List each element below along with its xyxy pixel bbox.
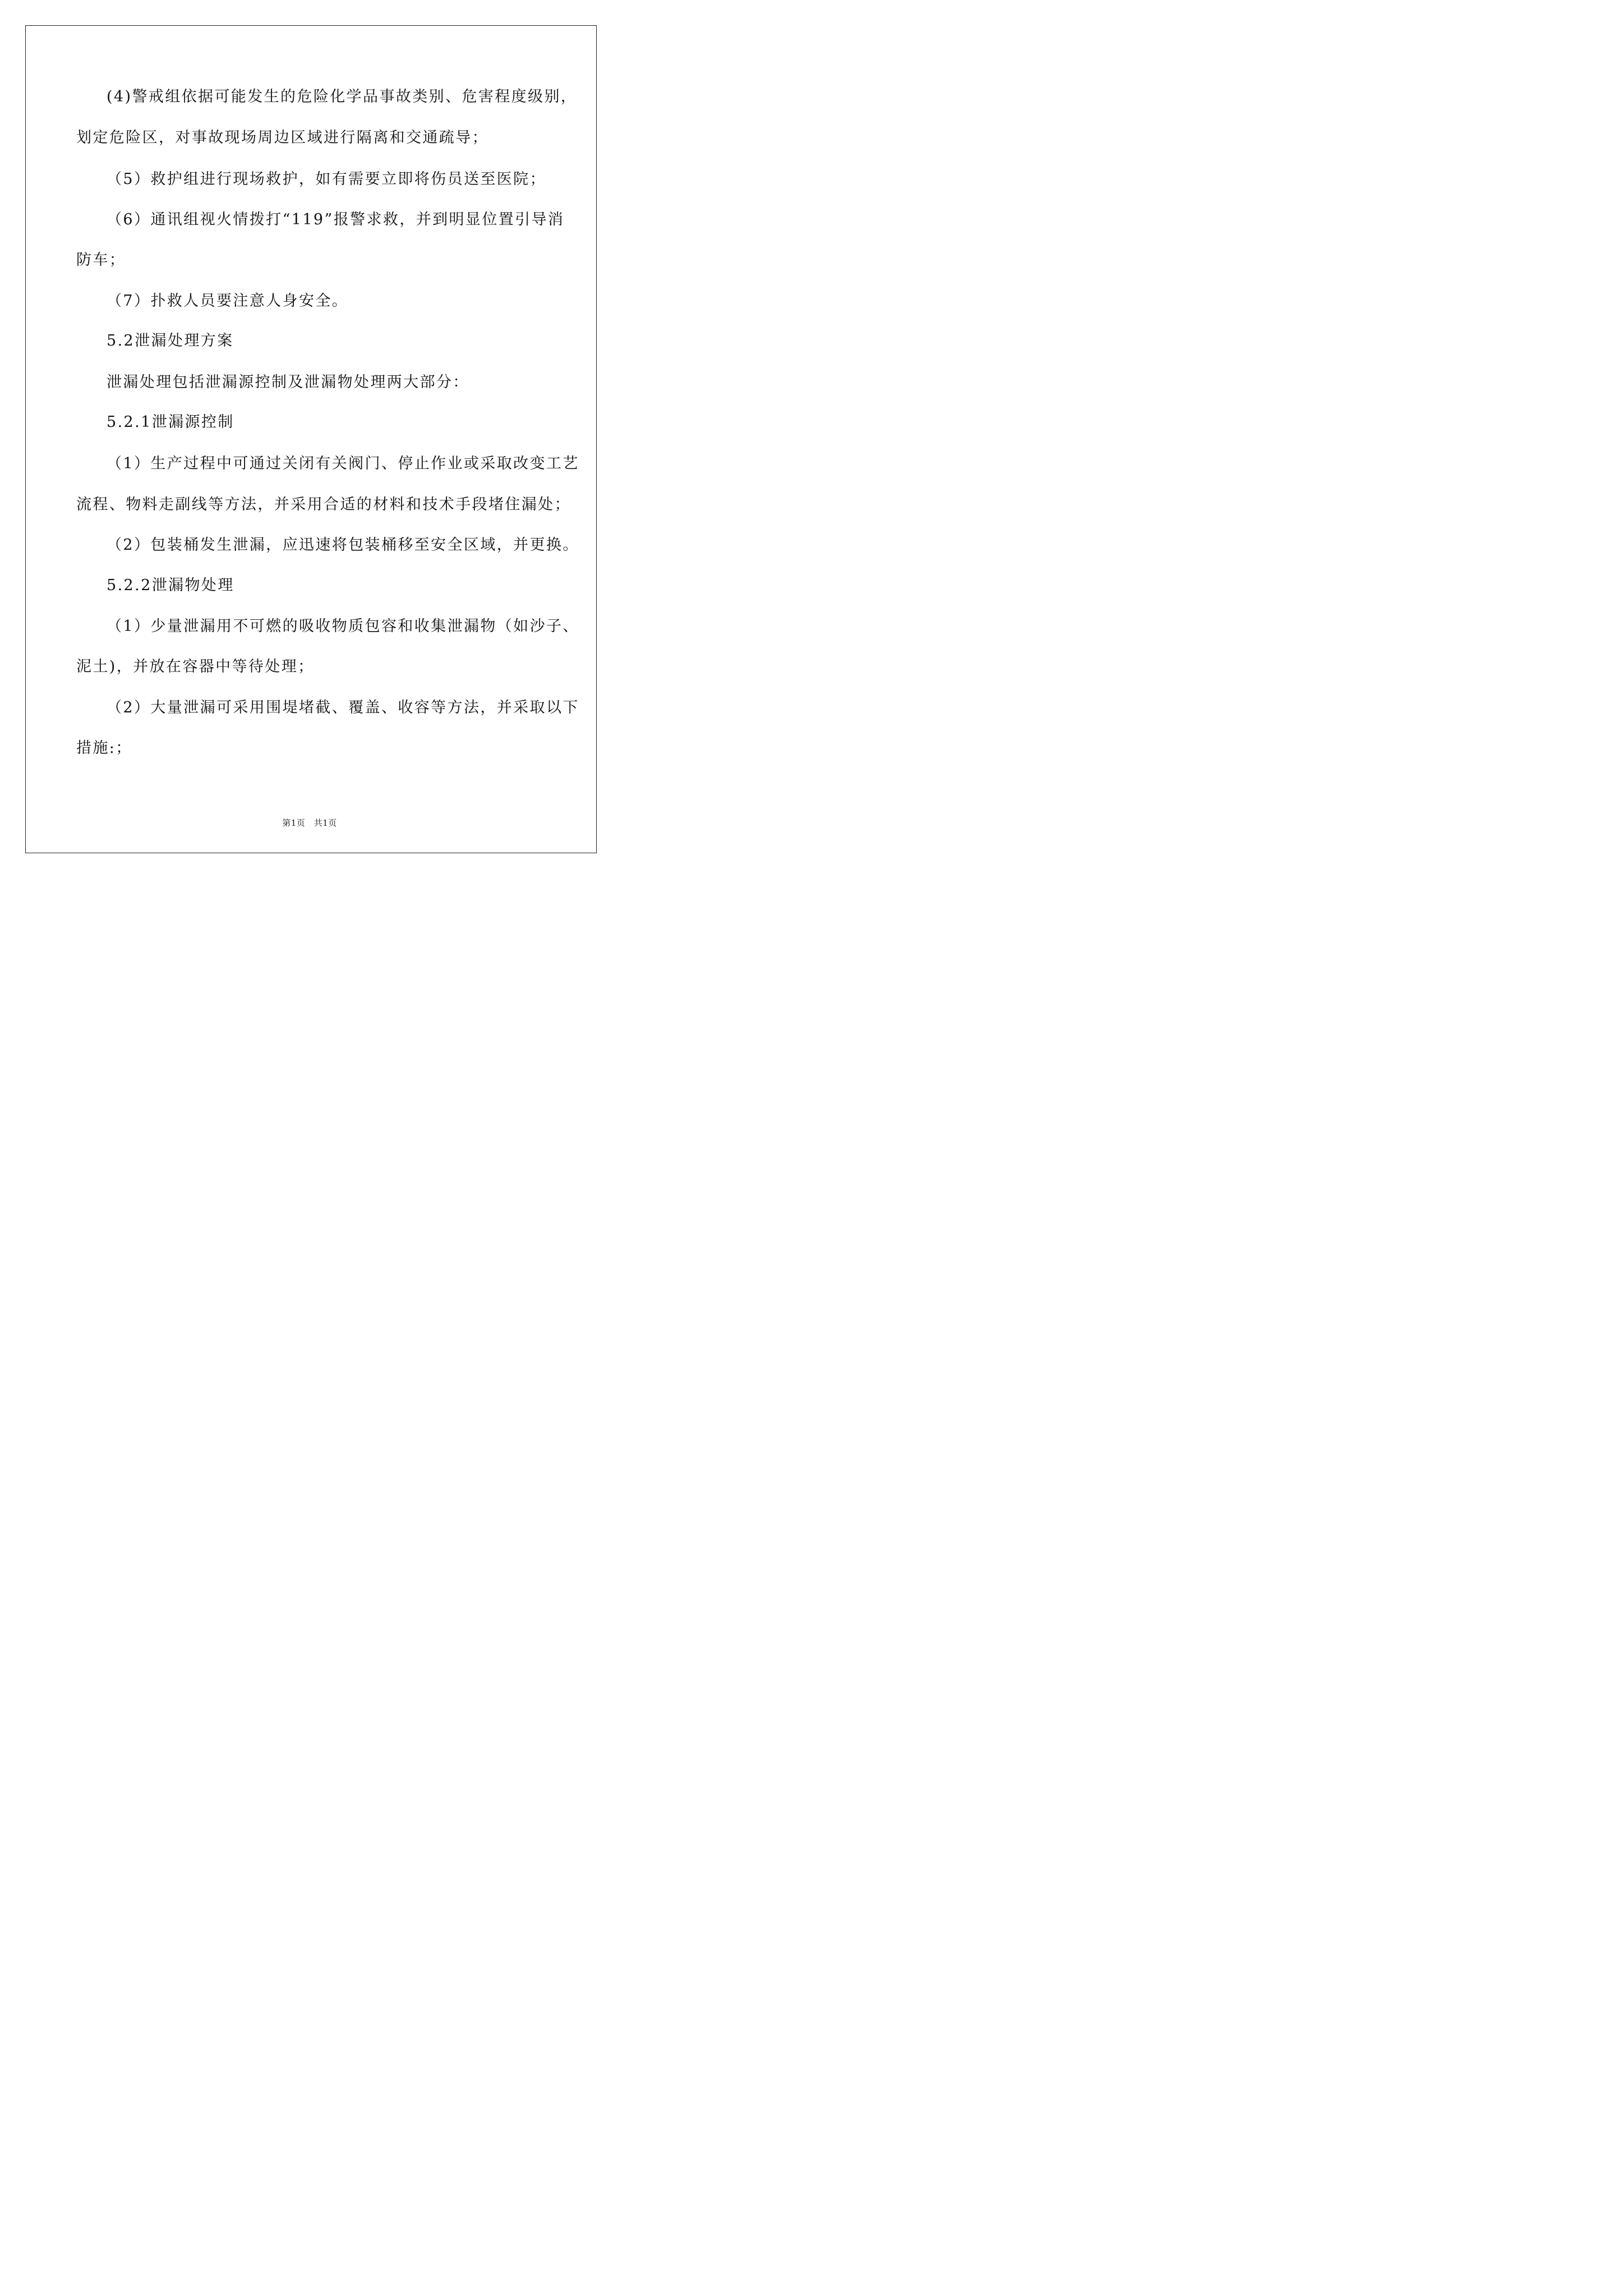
- paragraph-line: （1）少量泄漏用不可燃的吸收物质包容和收集泄漏物（如沙子、: [107, 618, 579, 635]
- paragraph-line: （5）救护组进行现场救护，如有需要立即将伤员送至医院；: [107, 171, 546, 188]
- section-heading: 5.2泄漏处理方案: [107, 332, 234, 349]
- paragraph-line: (4)警戒组依据可能发生的危险化学品事故类别、危害程度级别，: [107, 88, 578, 105]
- paragraph-line: 流程、物料走副线等方法，并采用合适的材料和技术手段堵住漏处；: [76, 496, 571, 513]
- page-number: 第1页 共1页: [282, 818, 337, 828]
- paragraph-line: 划定危险区，对事故现场周边区域进行隔离和交通疏导；: [76, 129, 488, 146]
- paragraph-line: （2）大量泄漏可采用围堤堵截、覆盖、收容等方法，并采取以下: [107, 699, 579, 716]
- paragraph-line: （7）扑救人员要注意人身安全。: [107, 292, 349, 310]
- page-border: [25, 25, 597, 853]
- paragraph-line: （6）通讯组视火情拨打“119”报警求救，并到明显位置引导消: [107, 211, 565, 228]
- subsection-heading: 5.2.2泄漏物处理: [107, 577, 234, 594]
- paragraph-line: 防车；: [76, 251, 126, 269]
- paragraph-line: （1）生产过程中可通过关闭有关阀门、停止作业或采取改变工艺: [107, 455, 579, 472]
- paragraph-line: 措施:；: [76, 739, 132, 757]
- paragraph-line: 泥土)，并放在容器中等待处理；: [76, 658, 315, 675]
- subsection-heading: 5.2.1泄漏源控制: [107, 413, 234, 431]
- paragraph-line: 泄漏处理包括泄漏源控制及泄漏物处理两大部分：: [107, 374, 469, 391]
- paragraph-line: （2）包装桶发生泄漏，应迅速将包装桶移至安全区域，并更换。: [107, 536, 579, 554]
